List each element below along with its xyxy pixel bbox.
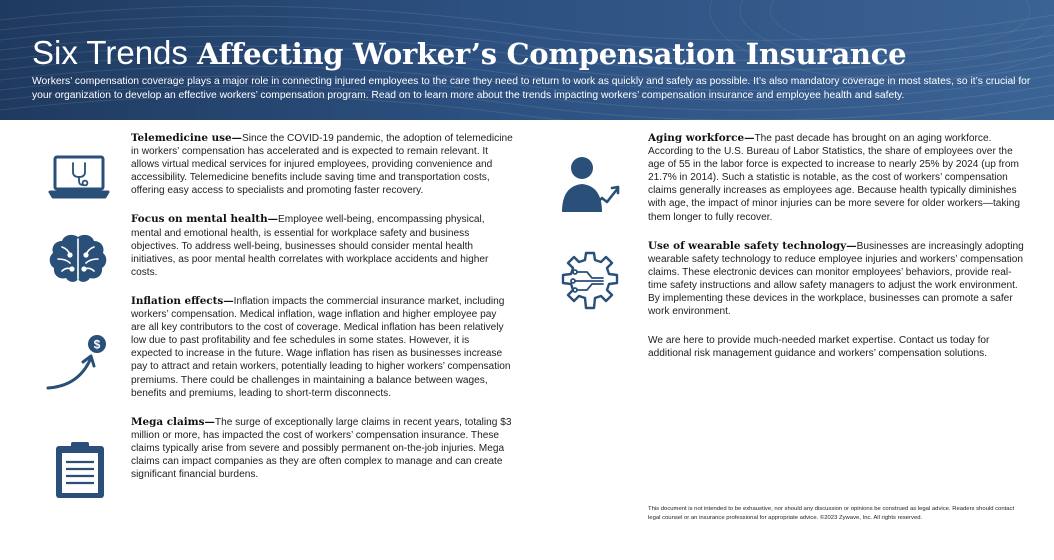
trend-mental-health-body: Employee well-being, encompassing physical, mental and emotional health, is essential for workplace safety and business objectives. To address well-being, businesses should consider mental health initiatives, as poor mental health correlates with workplace accidents and higher costs. — [131, 214, 489, 278]
trend-inflation-body: Inflation impacts the commercial insurance market, including workers’ compensation. Medical inflation, wage inflation and higher employee pay are all key contributors to the cost of coverage. Medical inflation has been relatively low due to past profitability and fee schedules in some states. However, it is expected to increase in the future. Wage inflation has risen as businesses increase pay to attract and retain workers, potentially leading to higher workers’ compensation premiums. There could be challenges in maintaining a balance between wages, benefits and premiums, leading to short-term disconnects. — [131, 295, 511, 399]
right-column — [648, 132, 1026, 360]
trend-telemedicine-heading: Telemedicine use— — [131, 132, 242, 144]
left-column — [131, 132, 513, 481]
trend-aging-workforce — [648, 132, 1026, 224]
trend-mental-health-heading: Focus on mental health— — [131, 213, 279, 226]
header-banner — [0, 0, 1054, 120]
trend-wearable-technology-body: Businesses are increasingly adopting wearable safety technology to reduce employee injuries and workers’ compensation claims. These electronic devices can monitor employees’ behaviors, provide real-time safety instructions and allow safety managers to adjust the work environment. By implementing these devices in the workplace, businesses can promote a safer work environment. — [648, 240, 1024, 318]
trend-wearable-technology-heading: Use of wearable safety technology— — [648, 239, 857, 252]
contact-paragraph: We are here to provide much-needed market expertise. Contact us today for additional risk management guidance and workers’ compensation solutions. — [648, 335, 990, 360]
trend-inflation-heading: Inflation effects— — [131, 294, 234, 307]
trend-mega-claims-body: The surge of exceptionally large claims in recent years, totaling $3 million or more, has impacted the cost of workers’ compensation insurance. These claims typically arise from severe and possibly permanent on-the-job injuries. Mega claims can impact companies as they are often complex to manage and can create significant financial burdens. — [131, 416, 512, 481]
trend-telemedicine — [131, 132, 513, 197]
trend-telemedicine-body: Since the COVID-19 pandemic, the adoption of telemedicine in workers’ compensation has accelerated and is expected to remain relevant. It allows virtual medical services for injured employees, providing convenience and accessibility. Telemedicine benefits include saving time and transportation costs, offering easy access to specialists and promoting faster recovery. — [131, 133, 513, 197]
trend-mega-claims-heading: Mega claims— — [131, 415, 215, 428]
person-trend-icon — [560, 152, 620, 214]
trend-aging-workforce-heading: Aging workforce— — [648, 132, 755, 144]
laptop-stethoscope-icon — [48, 152, 110, 202]
gear-circuit-icon — [559, 250, 621, 312]
intro-paragraph: Workers’ compensation coverage plays a major role in connecting injured employees to the care they need to return to work as quickly and safely as possible. It’s also mandatory coverage in most states, so it’s crucial for your organization to develop an effective workers’ compensation program. Read on to learn more about the trends impacting workers’ compensation insurance and employee health and safety. — [32, 76, 1031, 101]
legal-disclaimer: This document is not intended to be exhaustive, nor should any discussion or opinions be construed as legal advice. Readers should contact legal counsel or an insurance professional for appropriate advice. ©2023 Zywave, Inc. All rights reserved. — [648, 506, 1015, 521]
trend-wearable-technology — [648, 240, 1026, 319]
page-title-light: Six Trends — [32, 34, 198, 71]
svg-text:$: $ — [93, 337, 101, 352]
clipboard-icon — [54, 440, 106, 500]
dollar-growth-arrow-icon — [44, 334, 110, 392]
trend-inflation — [131, 295, 513, 400]
page-title — [32, 34, 906, 73]
trend-mega-claims — [131, 416, 513, 481]
page-title-bold: Affecting Worker’s Compensation Insurance — [197, 37, 907, 71]
trend-mental-health — [131, 213, 513, 278]
brain-icon — [48, 233, 108, 285]
trend-aging-workforce-body: The past decade has brought on an aging workforce. According to the U.S. Bureau of Labor Statistics, the share of employees over the age of 55 in the labor force is expected to increase to nearly 25% by 2024 (up from 21.7% in 2014). Such a statistic is notable, as the cost of workers’ compensation claims generally increases as employees age. Because health typically diminishes with age, the impact of minor injuries can be more severe for older workers—taking them longer to fully recover. — [648, 133, 1020, 223]
